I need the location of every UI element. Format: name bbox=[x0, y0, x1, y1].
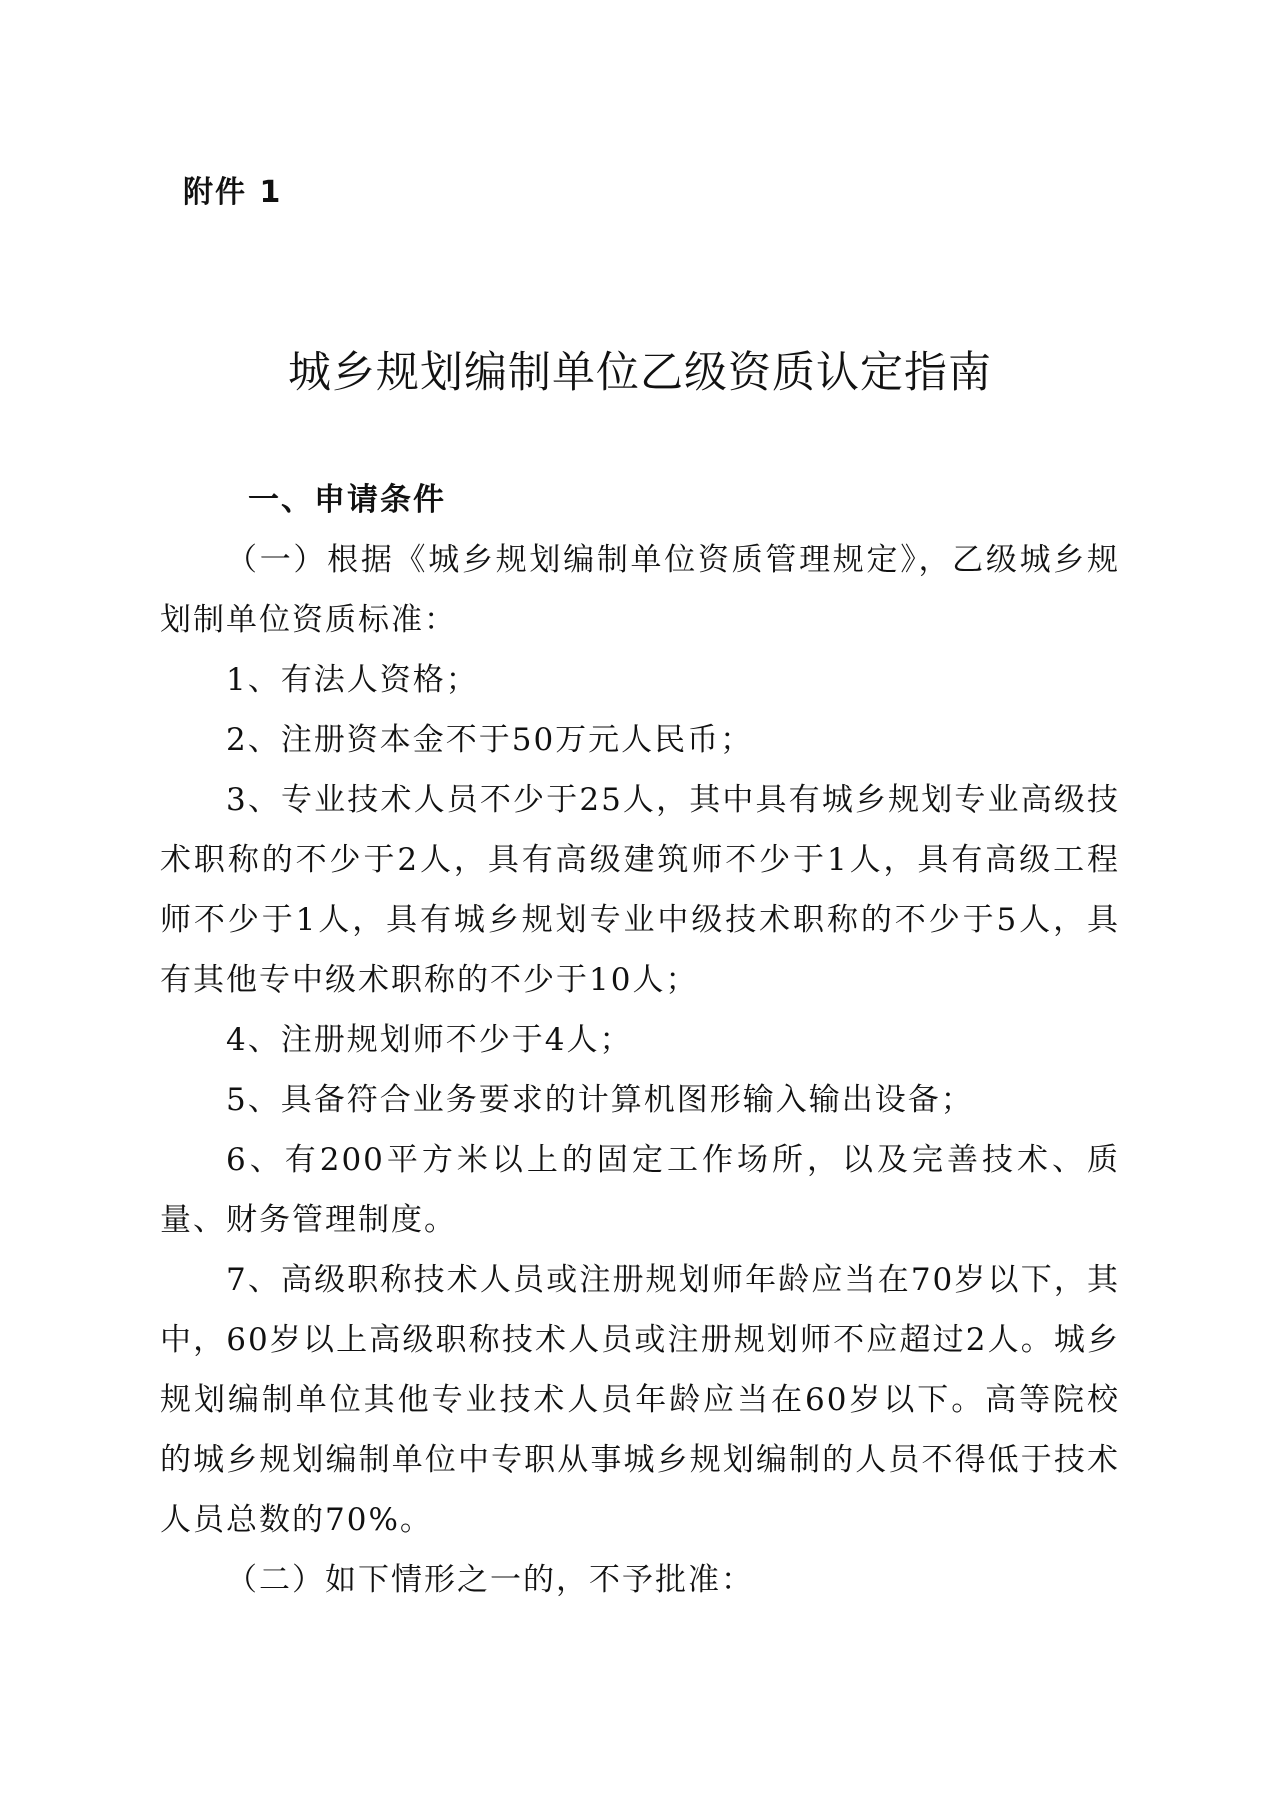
clause-paragraph: （二）如下情形之一的，不予批准： bbox=[226, 1562, 754, 1598]
document-body bbox=[160, 470, 1120, 1610]
list-item: 1、有法人资格； bbox=[226, 662, 479, 698]
clause-paragraph: （一）根据《城乡规划编制单位资质管理规定》，乙级城乡规划制单位资质标准： bbox=[160, 542, 1120, 638]
attachment-label: 附件 1 bbox=[183, 175, 283, 210]
list-item: 7、高级职称技术人员或注册规划师年龄应当在70岁以下，其中，60岁以上高级职称技术人员或注册规划师不应超过2人。城乡规划编制单位其他专业技术人员年龄应当在60岁以下。高等院校的城乡规划编制单位中专职从事城乡规划编制的人员不得低于技术人员总数的70%。 bbox=[160, 1262, 1120, 1538]
section-heading: 一、申请条件 bbox=[248, 482, 446, 518]
document-title: 城乡规划编制单位乙级资质认定指南 bbox=[288, 348, 992, 398]
list-item: 4、注册规划师不少于4人； bbox=[226, 1022, 633, 1058]
list-item: 5、具备符合业务要求的计算机图形输入输出设备； bbox=[226, 1082, 974, 1118]
list-item: 2、注册资本金不于50万元人民币； bbox=[226, 722, 754, 758]
list-item: 6、有200平方米以上的固定工作场所，以及完善技术、质量、财务管理制度。 bbox=[160, 1142, 1120, 1238]
list-item: 3、专业技术人员不少于25人，其中具有城乡规划专业高级技术职称的不少于2人，具有高级建筑师不少于1人，具有高级工程师不少于1人，具有城乡规划专业中级技术职称的不少于5人，具有其他专中级术职称的不少于10人； bbox=[160, 782, 1120, 998]
